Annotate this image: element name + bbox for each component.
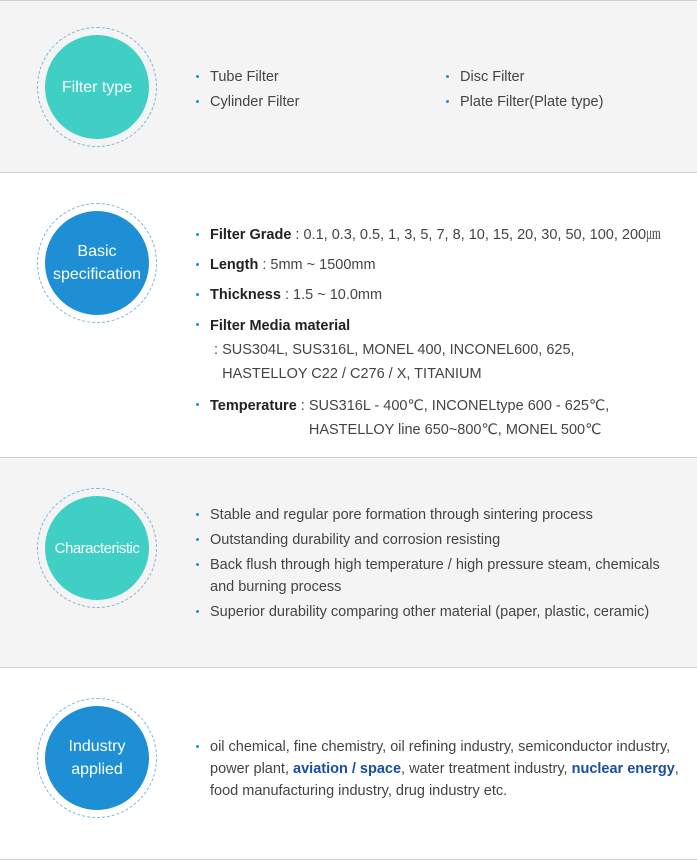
characteristic-list	[196, 504, 660, 623]
highlight-aviation: aviation / space	[293, 761, 402, 777]
spec-temperature: Temperature : SUS316L - 400℃, INCONELtype 600 - 625℃, HASTELLOY line 650~800℃, MONEL 500℃	[196, 394, 697, 442]
basic-spec-badge	[37, 203, 157, 323]
characteristic-section	[0, 457, 697, 667]
spec-filter-grade: Filter Grade : 0.1, 0.3, 0.5, 1, 3, 5, 7, 8, 10, 15, 20, 30, 50, 100, 200㎛	[196, 224, 697, 246]
industry-section	[0, 667, 697, 860]
filter-type-title: Filter type	[45, 35, 149, 139]
filter-type-badge	[37, 27, 157, 147]
industry-list	[196, 736, 679, 802]
list-item: Tube Filter	[196, 66, 299, 88]
list-item: Outstanding durability and corrosion resisting	[196, 529, 660, 551]
list-item: Disc Filter	[446, 66, 603, 88]
basic-spec-section	[0, 172, 697, 457]
list-item: Cylinder Filter	[196, 91, 299, 113]
filter-type-section	[0, 0, 697, 172]
list-item: Plate Filter(Plate type)	[446, 91, 603, 113]
industry-title: Industry applied	[45, 706, 149, 810]
basic-spec-list	[196, 224, 697, 442]
characteristic-title: Characteristic	[45, 496, 149, 600]
spec-media-material: Filter Media material : SUS304L, SUS316L, MONEL 400, INCONEL600, 625, HASTELLOY C22 / C276 / X, TITANIUM	[196, 314, 697, 386]
spec-thickness: Thickness : 1.5 ~ 10.0mm	[196, 284, 697, 306]
list-item: oil chemical, fine chemistry, oil refining industry, semiconductor industry, power plant, aviation / space, water treatment industry, nuclear energy, food manufacturing industry, drug industry etc.	[196, 736, 679, 802]
list-item: Back flush through high temperature / high pressure steam, chemicals and burning process	[196, 554, 660, 598]
list-item: Superior durability comparing other material (paper, plastic, ceramic)	[196, 601, 660, 623]
highlight-nuclear: nuclear energy	[571, 761, 675, 777]
industry-badge	[37, 698, 157, 818]
basic-spec-title: Basic specification	[45, 211, 149, 315]
characteristic-badge	[37, 488, 157, 608]
filter-type-list-col1	[196, 66, 299, 113]
filter-type-list-col2	[446, 66, 603, 113]
list-item: Stable and regular pore formation through sintering process	[196, 504, 660, 526]
spec-length: Length : 5mm ~ 1500mm	[196, 254, 697, 276]
